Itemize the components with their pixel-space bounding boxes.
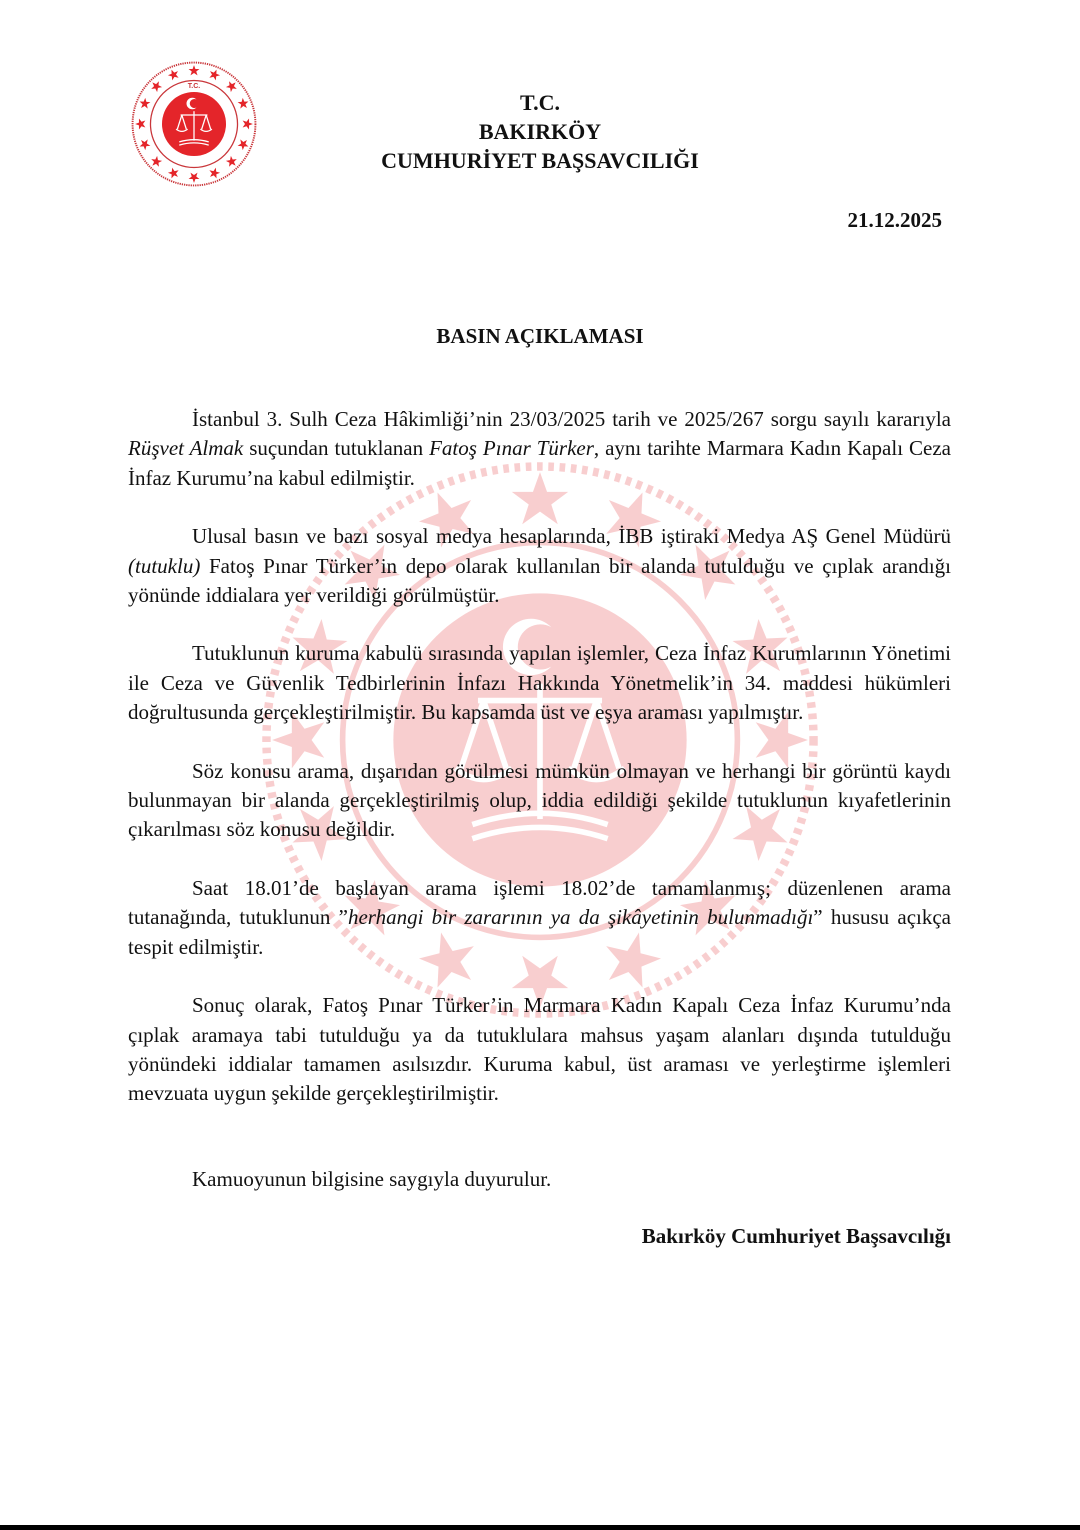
svg-text:T.C.: T.C. bbox=[187, 83, 201, 91]
closing-line: Kamuoyunun bilgisine saygıyla duyurulur. bbox=[192, 1167, 552, 1191]
paragraph-2: Ulusal basın ve bazı sosyal medya hesaplarında, İBB iştiraki Medya AŞ Genel Müdürü (tutuklu) Fatoş Pınar Türker’in depo olarak kullanılan bir alanda tutulduğu ve çıplak arandığı yönünde iddialara yer verildiği görülmüştür. bbox=[128, 524, 951, 608]
institution-header bbox=[300, 88, 780, 175]
signature: Bakırköy Cumhuriyet Başsavcılığı bbox=[641, 1224, 951, 1248]
paragraph-3: Tutuklunun kuruma kabulü sırasında yapılan işlemler, Ceza İnfaz Kurumlarının Yönetimi ile Ceza ve Güvenlik Tedbirlerinin İnfazı Hakkında Yönetmelik’in 34. maddesi hükümleri doğrultusunda gerçekleştirilmiştir. Bu kapsamda üst ve eşya araması yapılmıştır. bbox=[128, 641, 951, 725]
document-date: 21.12.2025 bbox=[847, 208, 942, 232]
paragraph-4: Söz konusu arama, dışarıdan görülmesi mümkün olmayan ve herhangi bir görüntü kaydı bulunmayan bir alanda gerçekleştirilmiş olup, iddia edildiği şekilde tutuklunun kıyafetlerinin çıkarılması söz konusu değildir. bbox=[128, 758, 951, 842]
prosecutor-office-seal-logo-icon bbox=[130, 60, 258, 188]
header-bakirkoy: BAKIRKÖY bbox=[478, 119, 602, 144]
paragraph-6: Sonuç olarak, Fatoş Pınar Türker’in Marmara Kadın Kapalı Ceza İnfaz Kurumu’nda çıplak aramaya tabi tutulduğu ya da tutuklulara mahsus yaşam alanları dışında tutulduğu yönündeki iddialar tamamen asılsızdır. Kuruma kabul, üst araması ve yerleştirme işlemleri mevzuata uygun şekilde gerçekleştirilmiştir. bbox=[128, 993, 951, 1106]
header-office-name: CUMHURİYET BAŞSAVCILIĞI bbox=[381, 148, 699, 173]
statement-body bbox=[128, 405, 951, 1138]
header-tc: T.C. bbox=[520, 90, 560, 115]
document-title: BASIN AÇIKLAMASI bbox=[436, 324, 644, 348]
bottom-border bbox=[0, 1525, 1080, 1530]
paragraph-1: İstanbul 3. Sulh Ceza Hâkimliği’nin 23/03/2025 tarih ve 2025/267 sorgu sayılı kararıyla Rüşvet Almak suçundan tutuklanan Fatoş Pınar Türker, aynı tarihte Marmara Kadın Kapalı Ceza İnfaz Kurumu’na kabul edilmiştir. bbox=[128, 407, 951, 490]
paragraph-5: Saat 18.01’de başlayan arama işlemi 18.02’de tamamlanmış; düzenlenen arama tutanağında, tutuklunun ”herhangi bir zararının ya da şikâyetinin bulunmadığı” hususu açıkça tespit edilmiştir. bbox=[128, 875, 951, 959]
